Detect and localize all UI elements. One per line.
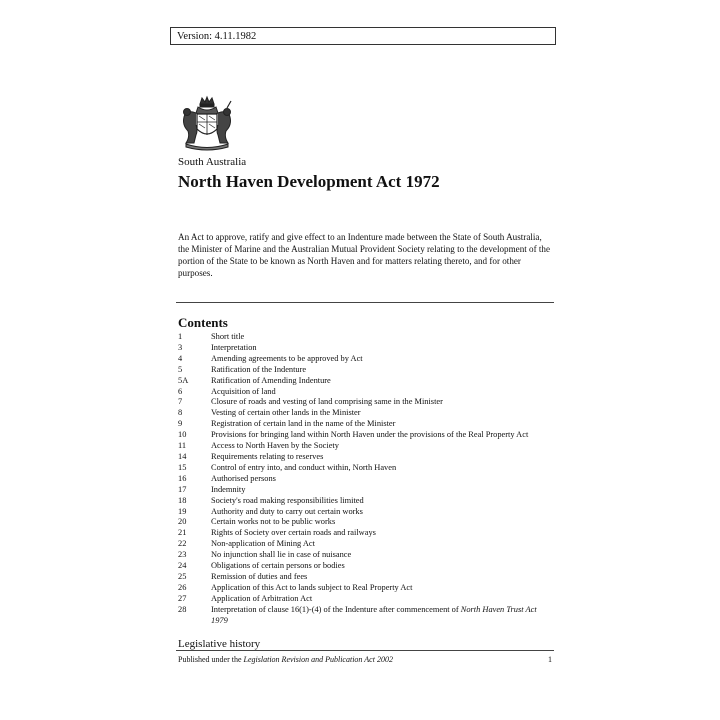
toc-item[interactable] [178,561,553,572]
toc-item-title: Short title [211,332,245,341]
toc-item-title: Application of this Act to lands subject to Real Property Act [211,582,413,592]
toc-item-title: Authority and duty to carry out certain works [211,506,363,516]
toc-item[interactable] [178,419,553,430]
toc-item-number: 16 [178,473,187,483]
toc-item-number: 24 [178,561,187,571]
long-title: An Act to approve, ratify and give effect to an Indenture made between the State of South Australia, the Minister of Marine and the Australian Mutual Provident Society relating to the development of the portion of the State to be known as North Haven and for matters relating thereto, and for other purposes. [178,232,550,278]
toc-item[interactable] [178,474,553,485]
toc-item-title: Rights of Society over certain roads and railways [211,528,376,538]
published-note: Published under the Legislation Revision and Publication Act 2002 [178,655,393,664]
toc-item-number: 4 [178,353,183,363]
version-box [170,27,556,45]
toc-item[interactable] [178,594,553,605]
toc-item[interactable] [178,605,553,627]
toc-item-title: Ratification of Amending Indenture [211,375,331,385]
toc-item-title: Obligations of certain persons or bodies [211,561,345,571]
toc-item-number: 18 [178,495,187,505]
toc-item-title: Certain works not to be public works [211,517,336,527]
toc-item-title: Interpretation [211,342,257,352]
toc-item[interactable] [178,583,553,594]
jurisdiction: South Australia [178,156,247,168]
toc-item-title: Registration of certain land in the name of the Minister [211,419,396,429]
toc-item-title: Indemnity [211,484,246,494]
toc-item-number: 11 [178,441,187,451]
toc-item-title: Authorised persons [211,473,276,483]
toc-item-number: 21 [178,528,187,538]
toc-item[interactable] [178,397,553,408]
toc-item-number: 23 [178,550,187,560]
toc-item[interactable] [178,452,553,463]
toc-item-number: 25 [178,571,187,581]
toc-item[interactable] [178,408,553,419]
coat-of-arms-icon [178,95,236,151]
toc-item-number: 9 [178,419,183,429]
toc-item-number: 8 [178,408,183,418]
toc-item-number: 5 [178,364,183,374]
toc-item-title: Requirements relating to reserves [211,451,324,461]
toc-item-number: 26 [178,582,187,592]
toc-item[interactable] [178,539,553,550]
toc-item-number: 1 [178,332,183,341]
toc-item[interactable] [178,343,553,354]
toc-item-title: No injunction shall lie in case of nuisance [211,550,352,560]
legislative-history-link[interactable]: Legislative history [178,638,261,650]
contents-heading: Contents [178,315,228,330]
toc-item[interactable] [178,387,553,398]
toc-item-title: Ratification of the Indenture [211,364,307,374]
toc-item-title: Vesting of certain other lands in the Minister [211,408,361,418]
toc-item[interactable] [178,485,553,496]
toc-item[interactable] [178,550,553,561]
toc-item-number: 28 [178,604,187,614]
toc-item[interactable] [178,572,553,583]
toc-item[interactable] [178,463,553,474]
toc-item-title: Application of Arbitration Act [211,593,313,603]
toc-item-number: 17 [178,484,187,494]
toc-item[interactable] [178,507,553,518]
toc-item-number: 10 [178,430,187,440]
toc-item[interactable] [178,332,553,343]
toc-item-title: Interpretation of clause 16(1)-(4) of the Indenture after commencement of North Haven Trust Act 1979 [211,604,537,625]
toc-item-number: 22 [178,539,187,549]
toc-item[interactable] [178,354,553,365]
toc-item-title: Access to North Haven by the Society [211,441,339,451]
toc-item-number: 6 [178,386,183,396]
toc-item-title: Control of entry into, and conduct within, North Haven [211,462,397,472]
toc-item[interactable] [178,365,553,376]
toc-item-number: 20 [178,517,187,527]
toc-item-title: Acquisition of land [211,386,276,396]
toc-item-number: 14 [178,451,187,461]
act-title: North Haven Development Act 1972 [178,172,440,191]
toc-item-title: Amending agreements to be approved by Act [211,353,363,363]
toc-item[interactable] [178,376,553,387]
toc-item[interactable] [178,517,553,528]
toc-item-number: 3 [178,342,183,352]
toc-item[interactable] [178,496,553,507]
toc-item-number: 7 [178,397,183,407]
divider-top [176,302,554,303]
toc-item[interactable] [178,430,553,441]
page-footer [178,655,552,664]
toc-item-title: Society's road making responsibilities limited [211,495,364,505]
toc-item-title: Remission of duties and fees [211,571,308,581]
toc-item-number: 5A [178,375,189,385]
divider-footer [176,650,554,651]
table-of-contents [178,332,553,626]
toc-item-number: 19 [178,506,187,516]
toc-item-number: 27 [178,593,187,603]
toc-item[interactable] [178,441,553,452]
toc-item[interactable] [178,528,553,539]
toc-item-title: Closure of roads and vesting of land comprising same in the Minister [211,397,443,407]
toc-item-number: 15 [178,462,187,472]
toc-item-title: Non-application of Mining Act [211,539,315,549]
page-number: 1 [548,655,552,664]
toc-item-title: Provisions for bringing land within North Haven under the provisions of the Real Property Act [211,430,529,440]
version-label: Version: 4.11.1982 [177,31,257,42]
